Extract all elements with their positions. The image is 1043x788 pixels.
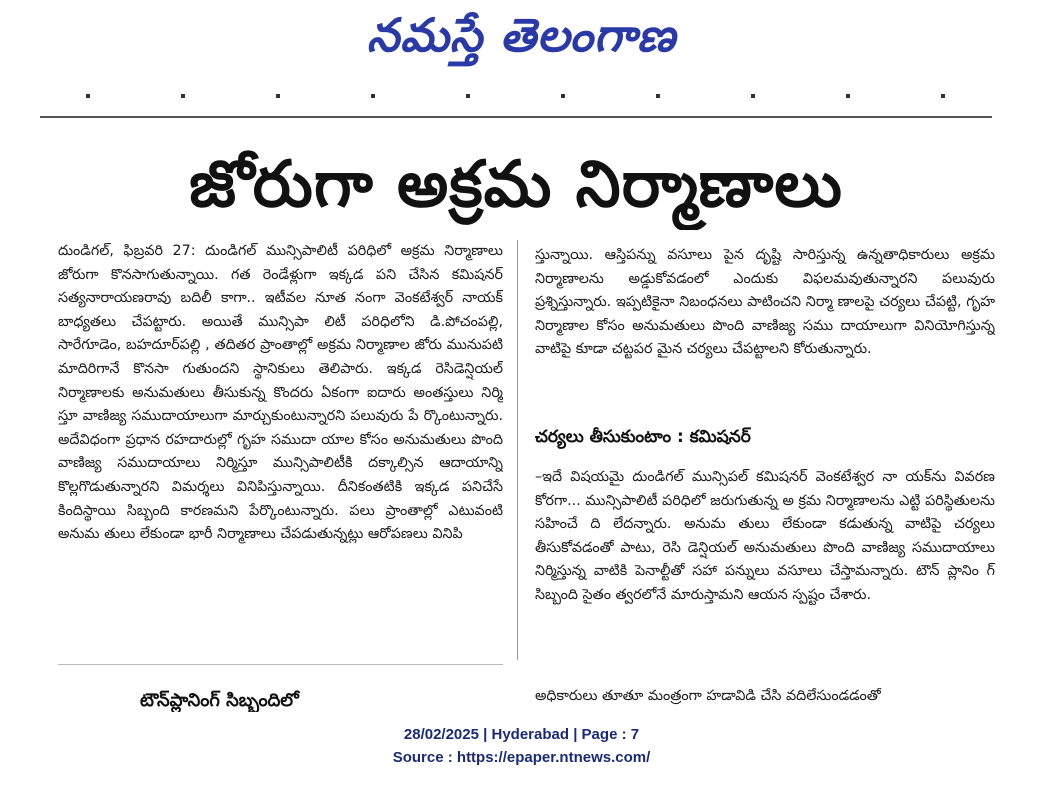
masthead-logo: నమస్తే తెలంగాణ [366,8,677,62]
article-column-left [58,240,503,658]
dot-fragment [466,94,470,98]
article-headline: జోరుగా అక్రమ నిర్మాణాలు [189,148,843,222]
cropped-text-row [40,94,990,100]
dot-fragment [656,94,660,98]
right-bottom-paragraph: –ఇదే విషయమై దుండిగల్ మున్సిపల్ కమిషనర్ వెంకటేశ్వర నా యక్‌ను వివరణ కోరగా... మున్సిపాలిటీ పరిధిలో జరుగుతున్న అ క్రమ నిర్మాణాలను ఎట్టి పరిస్థితులను సహించే ది లేదన్నారు. అనుమ తులు లేకుండా కడుతున్న వాటిపై చర్యలు తీసుకోవడంతో పాటు, రెసి డెన్షియల్ అనుమతులు పొంది వాణిజ్య సముదాయాలు నిర్మిస్తున్న వాటికి పెనాల్టీతో సహా పన్నులు వసూలు చేస్తామన్నారు. టౌన్ ప్లానిం గ్ సిబ్బంది సైతం త్వరలోనే మారుస్తామని ఆయన స్పష్టం చేశారు. [535,469,995,603]
dot-fragment [751,94,755,98]
article-subheading: చర్యలు తీసుకుంటాం : కమిషనర్ [535,427,751,447]
next-article-heading-fragment: టౌన్‌ప్లానింగ్ సిబ్బంది‌లో [140,690,299,711]
left-paragraph: దుండిగల్, ఫిబ్రవరి 27: దుండిగల్ మున్సిపాలిటీ పరిధిలో అక్రమ నిర్మాణాలు జోరుగా కొనసాగుతున్నాయి. గత రెండేళ్లుగా ఇక్కడ పని చేసిన కమిషనర్ సత్యనారాయణరావు బదిలీ కాగా.. ఇటీవల నూత నంగా వెంకటేశ్వర్ నాయక్ బాధ్యతలు చేపట్టారు. అయితే మున్సిపా లిటీ పరిధిలోని డి.పోచంపల్లి, సారేగూడెం, బహదూర్‌పల్లి , తదితర ప్రాంతాల్లో అక్రమ నిర్మాణాల జోరు మునుపటి మాదిరిగానే కొనసా గుతుందని స్థానికులు తెలిపారు. ఇక్కడ రెసిడెన్షియల్ నిర్మాణాలకు అనుమతులు తీసుకున్న కొందరు ఏకంగా ఐదారు అంతస్తులు నిర్మి స్తూ వాణిజ్య సముదాయాలుగా మార్చుకుంటున్నారని పలువురు పే ర్కొంటున్నారు. అదేవిధంగా ప్రధాన రహదారుల్లో గృహ సముదా యాల కోసం అనుమతులు పొంది వాణిజ్య సముదాయాలు నిర్మిస్తూ మున్సిపాలిటీకి దక్కాల్సిన ఆదాయాన్ని కొల్లగొడుతున్నారని విమర్శలు వినిపిస్తున్నాయి. దీనికంతటికి ఇక్కడ పనిచేసే కిందిస్థాయి సిబ్బంది కారణమని పేర్కొంటున్నారు. పలు ప్రాంతాల్లో ఎటువంటి అనుమ తులు లేకుండా భారీ నిర్మాణాలు చేపడుతున్నట్లు ఆరోపణలు వినిపి [58,243,503,543]
column-divider [517,240,518,660]
article-column-right-top [535,244,995,410]
dot-fragment [846,94,850,98]
next-article-text-fragment: అధికారులు తూతూ మంత్రంగా హడావిడి చేసి వదిలేసుండడంతో [535,688,881,704]
dot-fragment [371,94,375,98]
footer-source-line: Source : https://epaper.ntnews.com/ [392,749,651,766]
dot-fragment [941,94,945,98]
right-top-paragraph: స్తున్నాయి. ఆస్తిపన్ను వసూలు పైన దృష్టి సారిస్తున్న ఉన్నతాధికారులు అక్రమ నిర్మాణాలను అడ్డుకోవడంలో ఎందుకు విఫలమవుతున్నారని పలువురు ప్రశ్నిస్తున్నారు. ఇప్పటికైనా నిబంధనలు పాటించని నిర్మా ణాలపై చర్యలు చేపట్టి, గృహ నిర్మాణాల కోసం అనుమతులు పొంది వాణిజ్య సము దాయాలుగా వినియోగిస్తున్న వాటిపై కూడా చట్టపర మైన చర్యలు చేపట్టాలని కోరుతున్నారు. [535,247,995,358]
top-rule [40,116,992,118]
footer-date-line: 28/02/2025 | Hyderabad | Page : 7 [403,726,640,743]
dot-fragment [276,94,280,98]
dot-fragment [86,94,90,98]
article-column-right-bottom [535,466,995,656]
dot-fragment [181,94,185,98]
dot-fragment [561,94,565,98]
bottom-rule [58,664,503,665]
